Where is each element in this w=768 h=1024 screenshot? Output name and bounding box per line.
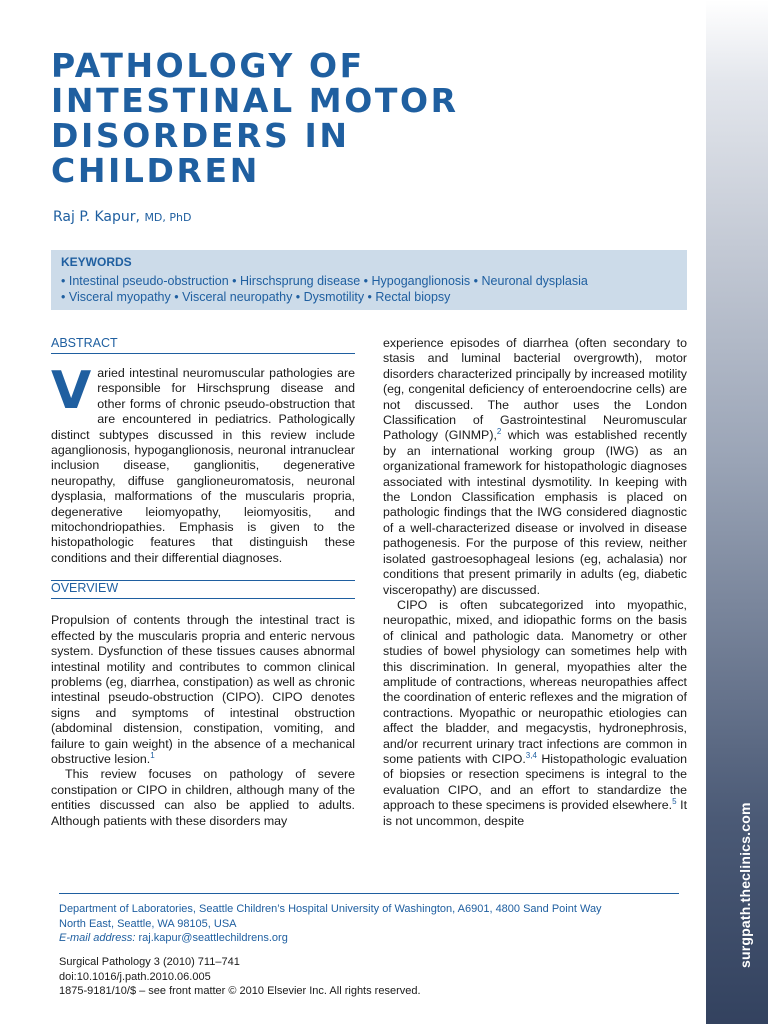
affiliation-line-1: Department of Laboratories, Seattle Children’s Hospital University of Washington, A6901, 4800 Sand Point Way [59,903,602,915]
email-label: E-mail address: [59,932,136,944]
right-p1b-text: which was established recently by an international working group (IWG) as an organizational framework for histopathologic diagnoses associated with intestinal dysmotility. In keeping with the London Classification emphasis is placed on pathologic findings that the IWG considered diagnostic of a well-characterized disease or involved in disease pathogenesis. For the purpose of this review, neither isolated gastroesophageal lesions (eg, achalasia) nor conditions that present primarily in adults (eg, diabetic visceropathy) are discussed. [383,428,687,597]
reference-link[interactable]: 1 [150,750,155,760]
author-line [53,209,191,225]
keywords-line-2: • Visceral myopathy • Visceral neuropathy • Dysmotility • Rectal biopsy [61,290,451,304]
title-line-3: DISORDERS IN [51,116,350,155]
right-paragraph-2 [383,598,687,829]
title-line-4: CHILDREN [51,151,260,190]
right-p2a-text: CIPO is often subcategorized into myopathic, neuropathic, mixed, and idiopathic forms on the basis of clinical and pathologic data. Manometry or other studies of bowel physiology can sometimes help with this discrimination. In general, myopathies alter the amplitude of contractions, whereas neuropathies affect the coordination of enteric reflexes and the migration of contractions. Myopathic or neuropathic etiologies can affect the bladder, and megacystis, hydronephrosis, and/or recurrent urinary tract infections are common in some patients with CIPO. [383,597,687,766]
overview-p1-text: Propulsion of contents through the intestinal tract is effected by the muscularis propria and enteric nervous system. Dysfunction of these tissues causes abnormal intestinal motility and contributes to common clinical problems (eg, diarrhea, constipation) as well as chronic intestinal pseudo-obstruction (CIPO). CIPO denotes signs and symptoms of intestinal obstruction (abdominal distension, constipation, vomiting, and failure to gain weight) in the absence of a mechanical obstructive lesion. [51,613,355,766]
overview-heading: OVERVIEW [51,580,355,599]
copyright-notice: 1875-9181/10/$ – see front matter © 2010 Elsevier Inc. All rights reserved. [59,985,421,997]
affiliation-block [59,902,689,946]
right-p2b-text: Histopathologic evaluation of biopsies or resection specimens is integral to the evaluation CIPO, and an effort to standardize the approach to these specimens is provided elsewhere. [383,751,687,813]
email-line [59,931,689,946]
journal-url[interactable]: surgpath.theclinics.com [737,802,753,968]
reference-link[interactable]: 3,4 [525,750,537,760]
article-title [51,48,691,188]
author-name: Raj P. Kapur, [53,209,140,225]
reference-link[interactable]: 2 [496,427,502,437]
overview-paragraph-2: This review focuses on pathology of severe constipation or CIPO in children, although many of the entities discussed can also be applied to adults. Although patients with these disorders may [51,767,355,828]
right-p1a-text: experience episodes of diarrhea (often secondary to stasis and luminal bacterial overgrowth), motor disorders characterized principally by increased motility (eg, congenital deficiency of enteroendocrine cells) are not discussed. The author uses the London Classification of Gastrointestinal Neuromuscular Pathology (GINMP), [383,336,687,443]
affiliation-line-2: North East, Seattle, WA 98105, USA [59,917,237,930]
footer-divider [59,893,679,894]
author-credentials: MD, PhD [144,211,192,224]
right-paragraph-1 [383,336,687,598]
citation-block [59,955,689,999]
abstract-dropcap: V [51,361,92,421]
keywords-heading: KEYWORDS [61,255,132,269]
title-line-2: INTESTINAL MOTOR [51,81,459,120]
left-column [51,336,355,829]
doi-link[interactable]: doi:10.1016/j.path.2010.06.005 [59,970,211,983]
right-column [383,336,687,829]
overview-paragraph-1 [51,613,355,767]
title-line-1: PATHOLOGY OF [51,46,365,85]
keywords-box [51,250,687,310]
abstract-paragraph [51,361,355,566]
email-link[interactable]: raj.kapur@seattlechildrens.org [138,932,288,944]
abstract-heading: ABSTRACT [51,336,355,354]
keywords-line-1: • Intestinal pseudo-obstruction • Hirschsprung disease • Hypoganglionosis • Neuronal dysplasia [61,274,588,288]
reference-link[interactable]: 5 [672,797,677,807]
journal-citation: Surgical Pathology 3 (2010) 711–741 [59,956,240,968]
right-p2c-text: It is not uncommon, despite [383,798,688,828]
abstract-text: aried intestinal neuromuscular pathologies are responsible for Hirschsprung disease and other forms of chronic pseudo-obstruction that are encountered in pediatrics. Pathologically distinct subtypes discussed in this review include aganglionosis, hypoganglionosis, neuronal intranuclear inclusion disease, ganglionitis, degenerative neuropathy, diffuse ganglioneuromatosis, neuronal dysplasia, malformations of the muscularis propria, degenerative leiomyopathy, leiomyositis, and mitochondriopathies. Emphasis is given to the histopathologic features that distinguish these conditions and their differential diagnoses. [51,366,355,565]
